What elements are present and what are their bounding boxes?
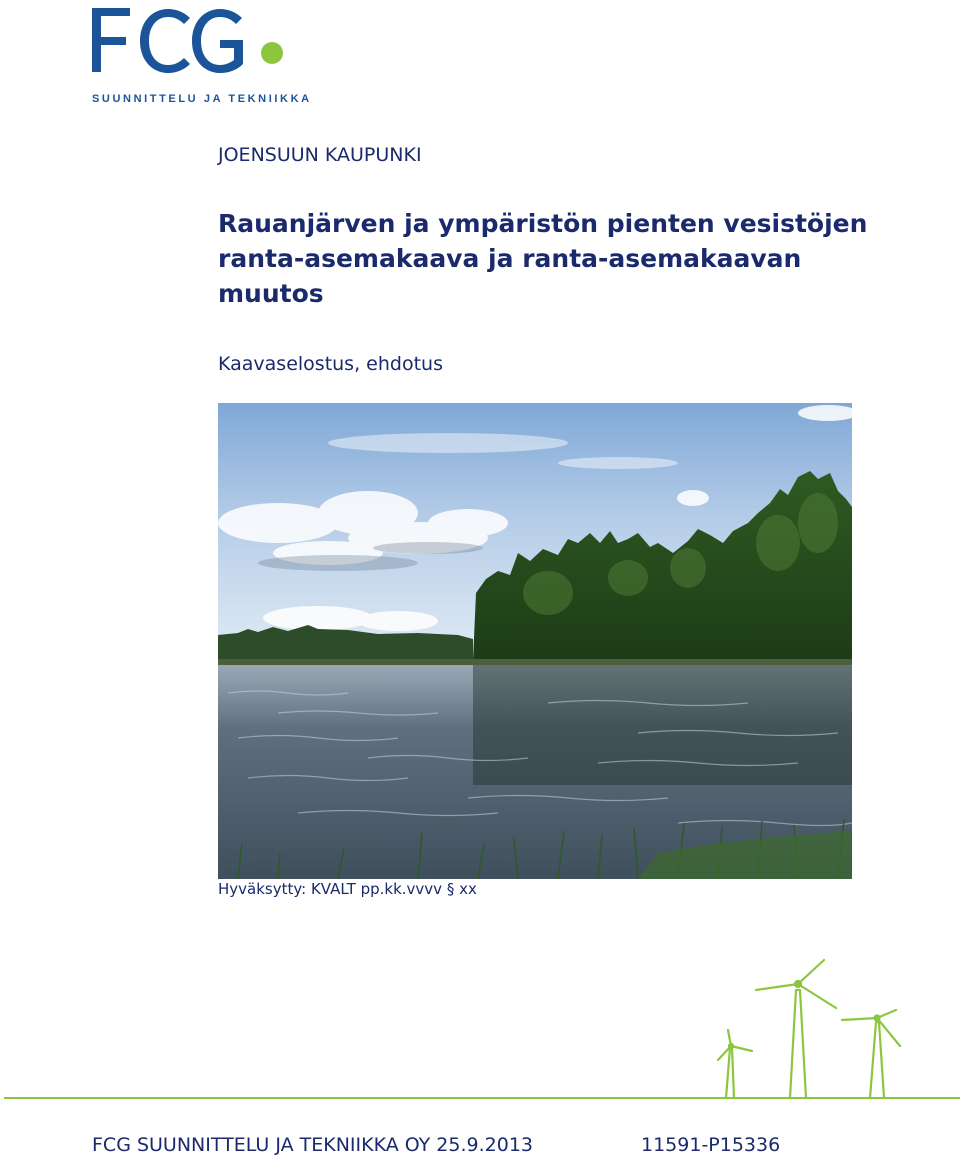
logo-tagline: SUUNNITTELU JA TEKNIIKKA [92, 93, 312, 105]
footer-project-code: 11591-P15336 [641, 1134, 781, 1156]
footer-divider [4, 1097, 960, 1099]
fcg-logo-icon [90, 4, 300, 84]
lake-landscape-photo [218, 403, 852, 879]
lake-photo-illustration [218, 403, 852, 879]
document-title [218, 206, 918, 311]
title-line-2: ranta-asemakaava ja ranta-asemakaavan [218, 244, 802, 273]
title-line-1: Rauanjärven ja ympäristön pienten vesistöjen [218, 209, 868, 238]
approval-note: Hyväksytty: KVALT pp.kk.vvvv § xx [218, 880, 477, 898]
wind-turbines-graphic [700, 950, 930, 1100]
title-line-3: muutos [218, 279, 324, 308]
document-subtitle: Kaavaselostus, ehdotus [218, 353, 443, 375]
client-name: JOENSUUN KAUPUNKI [218, 144, 422, 166]
fcg-logo [90, 4, 312, 105]
wind-turbines-icon [700, 950, 930, 1100]
footer-company-date: FCG SUUNNITTELU JA TEKNIIKKA OY 25.9.2013 [92, 1134, 534, 1156]
